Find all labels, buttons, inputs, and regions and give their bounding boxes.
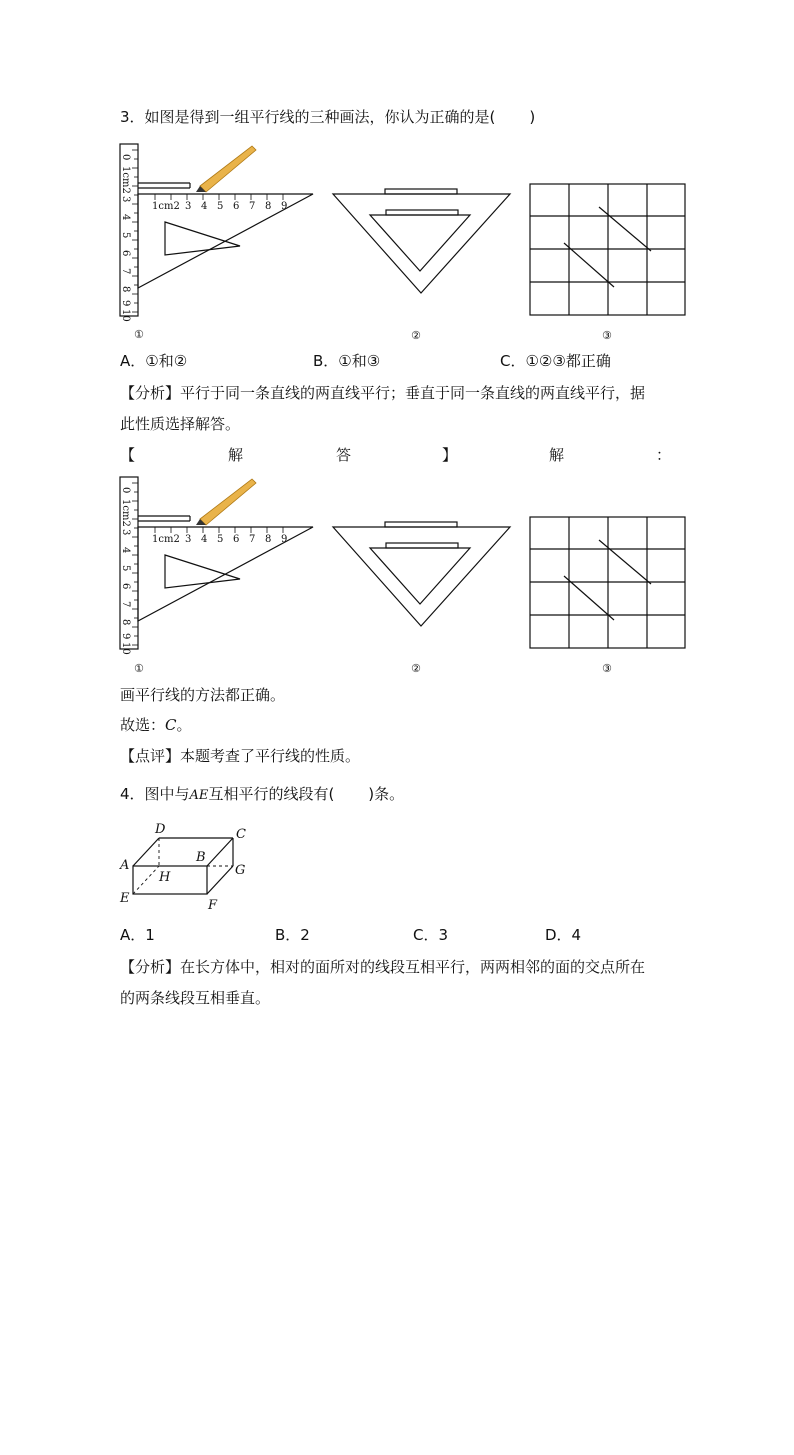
ruler-tick-7: 7: [120, 268, 131, 275]
triangle-tick-7: 7: [249, 201, 256, 212]
triangle-tick-4-repeat: 4: [201, 534, 208, 545]
ruler-tick-0: 0: [120, 154, 131, 161]
triangle-tick-9-repeat: 9: [281, 534, 288, 545]
figure-2-label: ②: [411, 329, 421, 342]
ruler-tick-10-repeat: 10: [120, 642, 131, 655]
q3-comment: 【点评】本题考查了平行线的性质。: [120, 747, 361, 765]
triangle-tick-3-repeat: 3: [185, 534, 192, 545]
triangle-tick-6-repeat: 6: [233, 534, 240, 545]
q3-stem-suffix: ): [529, 108, 536, 126]
answer-bracket-close: 】: [442, 446, 458, 464]
q3-stem-prefix: 3．如图是得到一组平行线的三种画法，你认为正确的是(: [120, 108, 496, 126]
q3-choice-suffix: 。: [176, 716, 192, 734]
vertex-d-label: D: [155, 822, 166, 837]
answer-char-jie2: 解: [549, 446, 565, 464]
figure-1-label-repeat: ①: [134, 662, 144, 675]
triangle-tick-4: 4: [201, 201, 208, 212]
q4-stem-mid: 互相平行的线段有(: [208, 785, 335, 803]
figure-3-label-repeat: ③: [602, 662, 612, 675]
ruler-tick-7-repeat: 7: [120, 601, 131, 608]
triangle-tick-3: 3: [185, 201, 192, 212]
triangle-tick-5-repeat: 5: [217, 534, 224, 545]
q3-choice-prefix: 故选：: [120, 716, 166, 734]
q4-option-b: B．2: [275, 926, 310, 944]
ruler-tick-9: 9: [120, 300, 131, 307]
q3-option-b: B．①和③: [313, 352, 381, 370]
ruler-tick-8: 8: [120, 286, 131, 293]
vertex-b-label: B: [196, 850, 206, 865]
q4-option-a: A．1: [120, 926, 155, 944]
q3-conclusion: 画平行线的方法都正确。: [120, 686, 286, 704]
triangle-tick-9: 9: [281, 201, 288, 212]
q4-stem-prefix: 4．图中与: [120, 785, 190, 803]
ruler-tick-3: 3: [120, 196, 131, 203]
answer-char-da: 答: [336, 446, 352, 464]
triangle-tick-5: 5: [217, 201, 224, 212]
figure-1-label: ①: [134, 328, 144, 341]
answer-bracket-open: 【: [120, 446, 136, 464]
vertex-e-label: E: [120, 891, 130, 906]
ruler-tick-6-repeat: 6: [120, 583, 131, 590]
triangle-tick-8-repeat: 8: [265, 534, 272, 545]
q3-option-c: C．①②③都正确: [500, 352, 611, 370]
ruler-tick-6: 6: [120, 250, 131, 257]
ruler-tick-5: 5: [120, 232, 131, 239]
ruler-tick-3-repeat: 3: [120, 529, 131, 536]
q4-analysis-line2: 的两条线段互相垂直。: [120, 989, 271, 1007]
ruler-tick-10: 10: [120, 309, 131, 322]
vertex-f-label: F: [208, 898, 218, 913]
q4-stem-suffix: )条。: [368, 785, 405, 803]
q4-analysis-line1: 【分析】在长方体中，相对的面所对的线段互相平行，两两相邻的面的交点所在: [120, 958, 646, 976]
figure-2-label-repeat: ②: [411, 662, 421, 675]
ruler-tick-5-repeat: 5: [120, 565, 131, 572]
triangle-tick-1: 1cm2: [152, 201, 180, 212]
q3-choice-letter: C: [165, 716, 177, 734]
vertex-a-label: A: [120, 858, 130, 873]
vertex-h-label: H: [159, 870, 171, 885]
answer-char-jie: 解: [228, 446, 244, 464]
q4-option-d: D．4: [545, 926, 582, 944]
triangle-tick-1-repeat: 1cm2: [152, 534, 180, 545]
triangle-tick-8: 8: [265, 201, 272, 212]
q4-stem-var: AE: [189, 788, 209, 803]
ruler-tick-9-repeat: 9: [120, 633, 131, 640]
answer-colon: ：: [656, 446, 672, 464]
ruler-tick-1: 1cm2: [120, 166, 131, 194]
ruler-tick-8-repeat: 8: [120, 619, 131, 626]
vertex-c-label: C: [236, 827, 246, 842]
triangle-tick-6: 6: [233, 201, 240, 212]
vertex-g-label: G: [235, 863, 246, 878]
ruler-tick-0-repeat: 0: [120, 487, 131, 494]
q3-analysis-line2: 此性质选择解答。: [120, 415, 241, 433]
q3-analysis-line1: 【分析】平行于同一条直线的两直线平行；垂直于同一条直线的两直线平行，据: [120, 384, 646, 402]
q4-option-c: C．3: [413, 926, 449, 944]
triangle-tick-7-repeat: 7: [249, 534, 256, 545]
ruler-tick-4: 4: [120, 214, 131, 221]
ruler-tick-4-repeat: 4: [120, 547, 131, 554]
q3-option-a: A．①和②: [120, 352, 188, 370]
ruler-tick-1-repeat: 1cm2: [120, 499, 131, 527]
figure-3-label: ③: [602, 329, 612, 342]
